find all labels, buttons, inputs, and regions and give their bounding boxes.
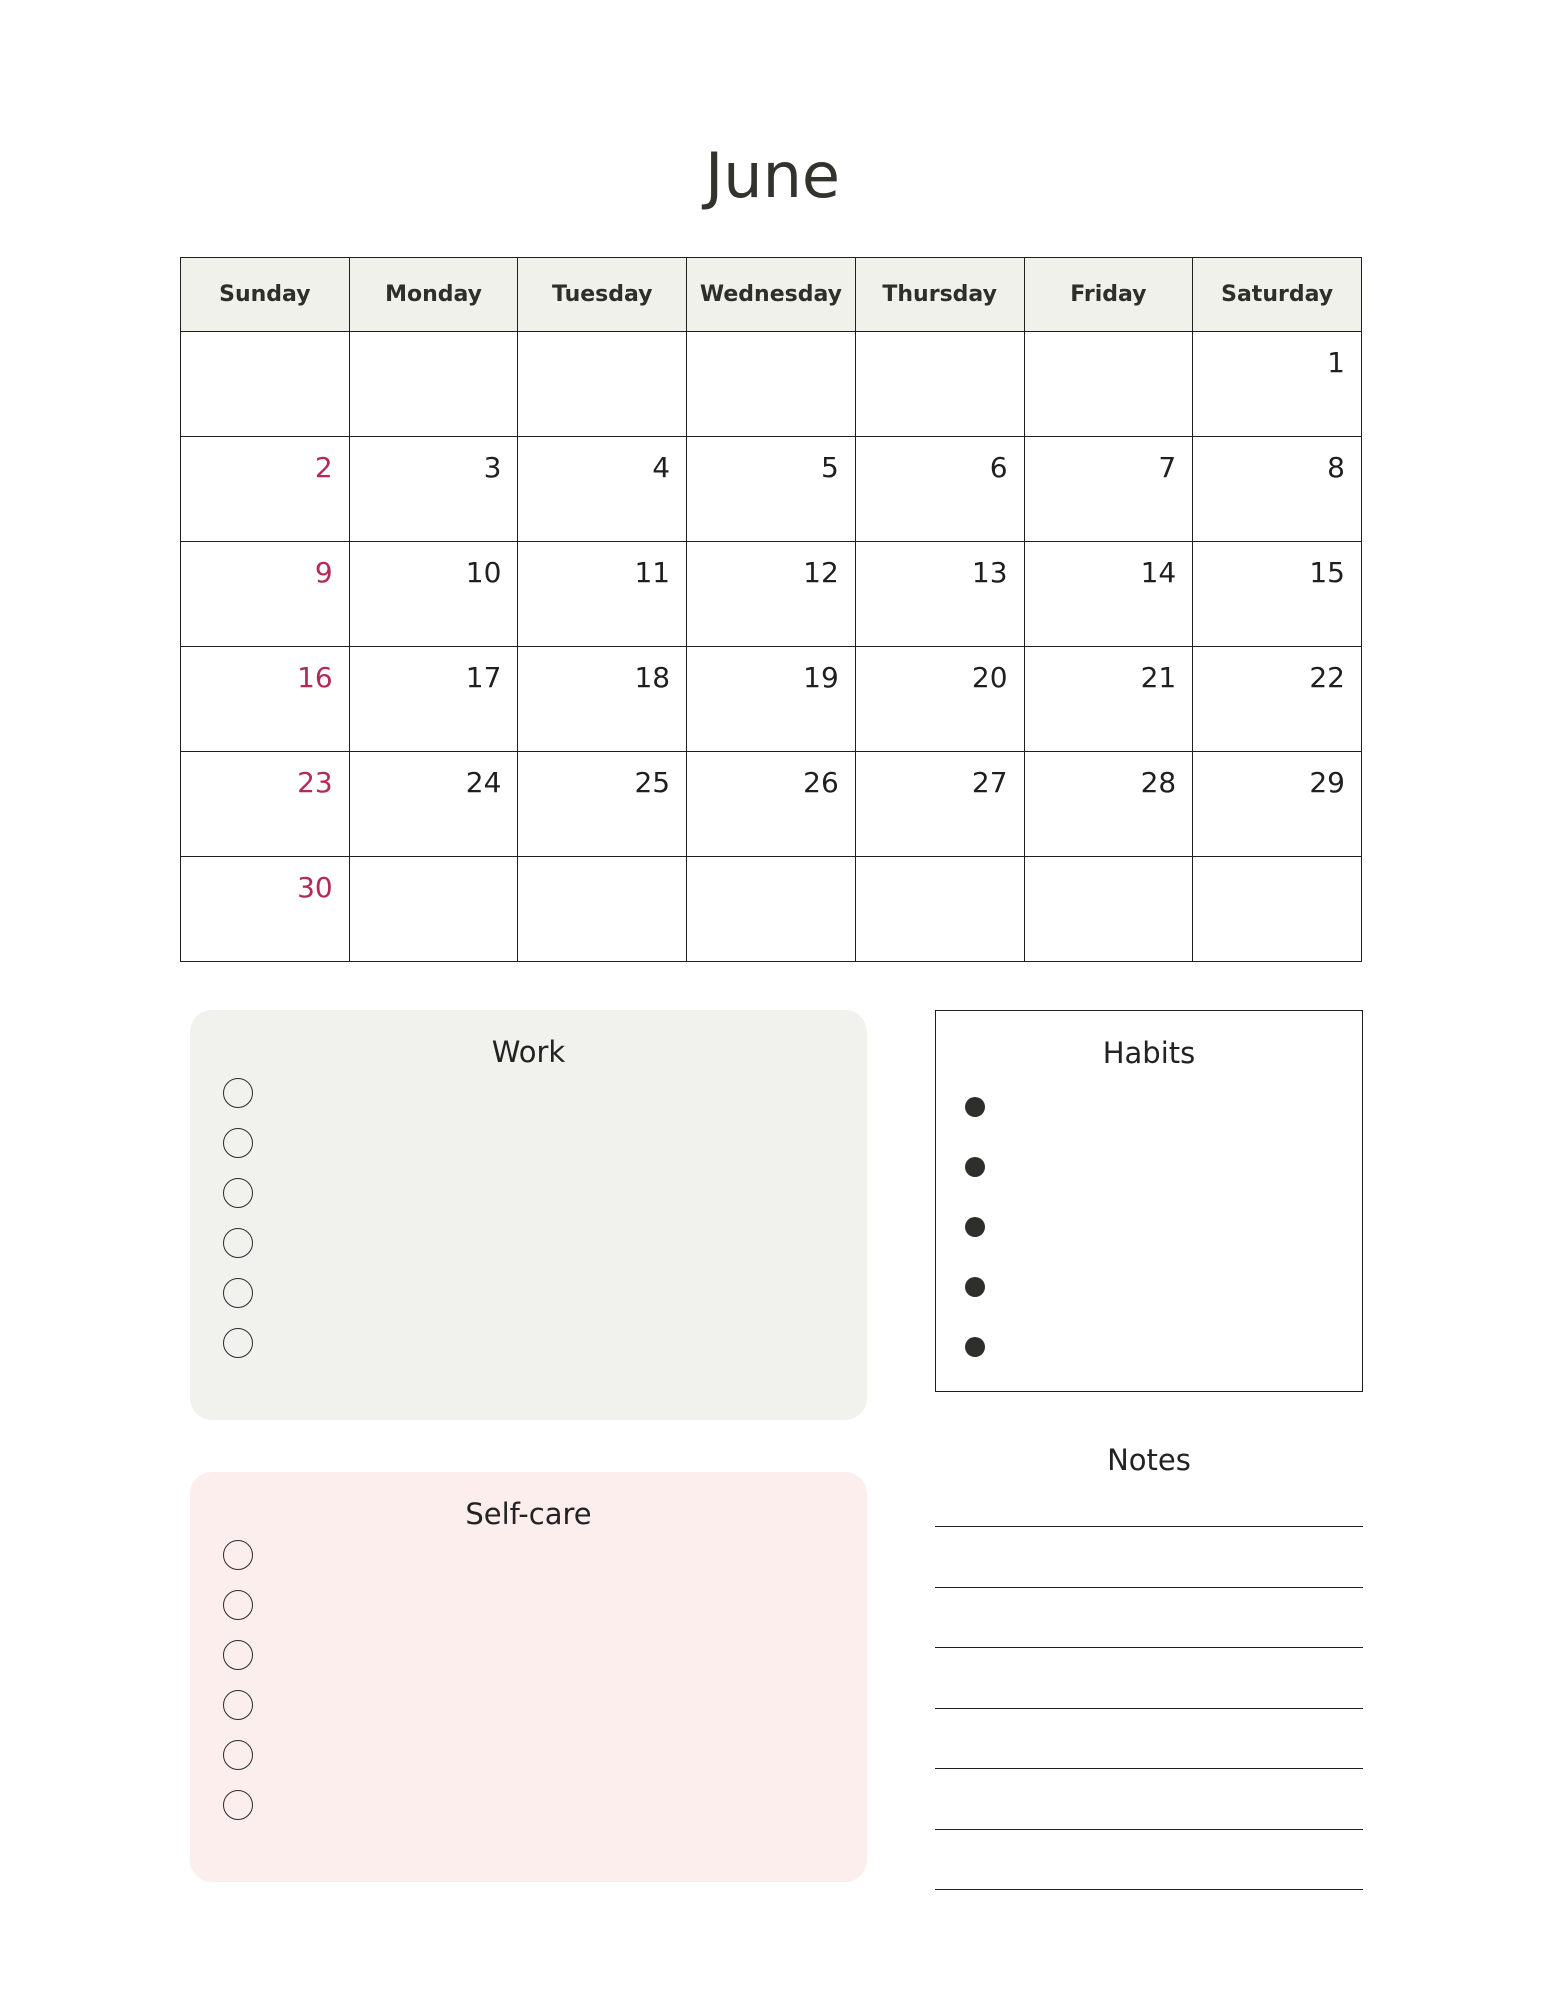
day-cell[interactable] <box>518 542 687 647</box>
day-number <box>856 857 1024 871</box>
checkbox-circle[interactable] <box>223 1328 253 1358</box>
day-cell[interactable] <box>687 542 856 647</box>
day-cell[interactable] <box>181 437 350 542</box>
day-number: 27 <box>971 766 1008 799</box>
month-title: June <box>704 139 841 212</box>
day-number <box>181 332 349 346</box>
day-number: 11 <box>634 556 671 589</box>
day-number: 21 <box>1140 661 1177 694</box>
weekday-friday: Friday <box>1024 258 1193 332</box>
day-cell[interactable] <box>1193 752 1362 857</box>
weekday-wednesday: Wednesday <box>687 258 856 332</box>
day-number <box>518 332 686 346</box>
day-cell[interactable] <box>687 332 856 437</box>
bullet-dot <box>965 1157 985 1177</box>
day-number: 6 <box>989 451 1008 484</box>
weekday-sunday: Sunday <box>181 258 350 332</box>
work-title: Work <box>491 1035 566 1069</box>
day-number <box>518 857 686 871</box>
day-cell[interactable] <box>349 857 518 962</box>
notes-title: Notes <box>1107 1443 1191 1477</box>
day-cell[interactable] <box>855 857 1024 962</box>
day-number: 13 <box>971 556 1008 589</box>
day-cell[interactable] <box>687 752 856 857</box>
day-number: 15 <box>1309 556 1345 589</box>
day-number: 22 <box>1309 661 1345 694</box>
calendar-grid <box>180 257 1362 962</box>
checkbox-circle[interactable] <box>223 1790 253 1820</box>
day-number: 26 <box>803 766 839 799</box>
note-line[interactable] <box>935 1708 1363 1709</box>
checkbox-circle[interactable] <box>223 1540 253 1570</box>
day-number: 29 <box>1309 766 1345 799</box>
day-cell[interactable] <box>1024 332 1193 437</box>
week-row <box>181 647 1362 752</box>
day-number: 30 <box>297 871 333 904</box>
day-number: 18 <box>634 661 671 694</box>
week-row <box>181 857 1362 962</box>
day-cell[interactable] <box>855 437 1024 542</box>
note-line[interactable] <box>935 1647 1363 1648</box>
day-number: 24 <box>465 766 502 799</box>
day-number: 8 <box>1327 451 1345 484</box>
day-number <box>687 857 855 871</box>
week-row <box>181 542 1362 647</box>
checkbox-circle[interactable] <box>223 1590 253 1620</box>
day-cell[interactable] <box>687 647 856 752</box>
day-number: 14 <box>1140 556 1177 589</box>
day-cell[interactable] <box>687 857 856 962</box>
weekday-tuesday: Tuesday <box>518 258 687 332</box>
day-number: 12 <box>803 556 839 589</box>
checkbox-circle[interactable] <box>223 1278 253 1308</box>
habits-bullet-list <box>965 1097 985 1397</box>
day-number: 3 <box>483 451 502 484</box>
day-cell[interactable] <box>349 437 518 542</box>
day-number: 4 <box>652 451 671 484</box>
week-row <box>181 752 1362 857</box>
day-cell[interactable] <box>181 332 350 437</box>
bullet-dot <box>965 1097 985 1117</box>
weekday-monday: Monday <box>349 258 518 332</box>
day-cell[interactable] <box>855 647 1024 752</box>
selfcare-panel <box>190 1472 867 1882</box>
day-cell[interactable] <box>1024 647 1193 752</box>
day-cell[interactable] <box>518 752 687 857</box>
day-cell[interactable] <box>181 752 350 857</box>
day-cell[interactable] <box>1193 857 1362 962</box>
week-row <box>181 437 1362 542</box>
checkbox-circle[interactable] <box>223 1690 253 1720</box>
day-cell[interactable] <box>518 647 687 752</box>
note-line[interactable] <box>935 1768 1363 1769</box>
day-number: 2 <box>314 451 333 484</box>
bullet-dot <box>965 1217 985 1237</box>
day-number <box>1025 857 1193 871</box>
note-line[interactable] <box>935 1587 1363 1588</box>
day-cell[interactable] <box>1024 437 1193 542</box>
checkbox-circle[interactable] <box>223 1228 253 1258</box>
checkbox-circle[interactable] <box>223 1128 253 1158</box>
habits-panel <box>935 1010 1363 1392</box>
day-cell[interactable] <box>1193 332 1362 437</box>
weekday-saturday: Saturday <box>1193 258 1362 332</box>
day-number: 20 <box>971 661 1008 694</box>
bullet-dot <box>965 1337 985 1357</box>
day-number <box>1193 857 1361 871</box>
day-number <box>856 332 1024 346</box>
day-number: 16 <box>297 661 333 694</box>
day-number <box>1025 332 1193 346</box>
selfcare-checkbox-list <box>223 1540 253 1840</box>
day-number: 9 <box>314 556 333 589</box>
checkbox-circle[interactable] <box>223 1640 253 1670</box>
day-cell[interactable] <box>349 647 518 752</box>
day-cell[interactable] <box>1193 437 1362 542</box>
day-cell[interactable] <box>855 752 1024 857</box>
day-number: 28 <box>1140 766 1177 799</box>
day-cell[interactable] <box>1024 542 1193 647</box>
day-cell[interactable] <box>349 542 518 647</box>
note-line[interactable] <box>935 1889 1363 1890</box>
day-number: 1 <box>1327 346 1345 379</box>
day-number: 10 <box>465 556 502 589</box>
day-cell[interactable] <box>1193 542 1362 647</box>
day-cell[interactable] <box>855 332 1024 437</box>
checkbox-circle[interactable] <box>223 1078 253 1108</box>
work-panel <box>190 1010 867 1420</box>
weekday-header-row <box>181 258 1362 332</box>
day-cell[interactable] <box>687 437 856 542</box>
day-number: 7 <box>1158 451 1177 484</box>
day-number: 23 <box>297 766 333 799</box>
day-number: 19 <box>803 661 839 694</box>
day-cell[interactable] <box>518 437 687 542</box>
selfcare-title: Self-care <box>465 1497 592 1531</box>
day-cell[interactable] <box>1024 857 1193 962</box>
checkbox-circle[interactable] <box>223 1178 253 1208</box>
checkbox-circle[interactable] <box>223 1740 253 1770</box>
habits-title: Habits <box>1102 1036 1196 1070</box>
day-cell[interactable] <box>518 332 687 437</box>
day-cell[interactable] <box>349 332 518 437</box>
bullet-dot <box>965 1277 985 1297</box>
day-cell[interactable] <box>349 752 518 857</box>
work-checkbox-list <box>223 1078 253 1378</box>
day-number <box>350 332 518 346</box>
day-cell[interactable] <box>1024 752 1193 857</box>
note-line[interactable] <box>935 1829 1363 1830</box>
day-cell[interactable] <box>518 857 687 962</box>
week-row <box>181 332 1362 437</box>
day-number <box>687 332 855 346</box>
day-cell[interactable] <box>855 542 1024 647</box>
day-number: 25 <box>634 766 671 799</box>
weekday-thursday: Thursday <box>855 258 1024 332</box>
day-cell[interactable] <box>181 542 350 647</box>
day-cell[interactable] <box>181 857 350 962</box>
day-number <box>350 857 518 871</box>
day-cell[interactable] <box>181 647 350 752</box>
calendar-body <box>181 332 1362 962</box>
day-number: 5 <box>820 451 839 484</box>
day-cell[interactable] <box>1193 647 1362 752</box>
day-number: 17 <box>465 661 502 694</box>
note-line[interactable] <box>935 1526 1363 1527</box>
